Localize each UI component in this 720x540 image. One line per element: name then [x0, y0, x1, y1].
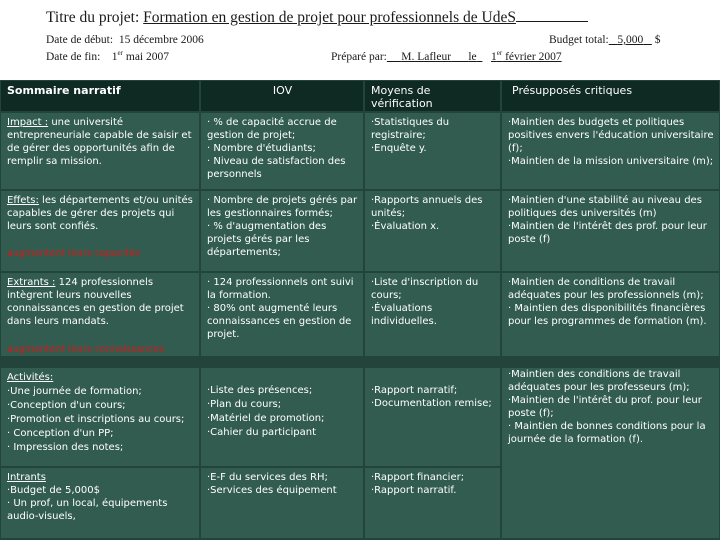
column-header-verification-line2: vérification — [371, 97, 433, 110]
inputs-label: Intrants — [7, 472, 46, 483]
outputs-iov-item: · 124 professionnels ont suivi la formation. — [207, 277, 354, 301]
impact-label: Impact : — [7, 117, 49, 128]
project-header — [0, 0, 720, 80]
end-date-sup: er — [117, 49, 123, 57]
total-budget — [549, 34, 660, 46]
activities-assumption-item: ·Maintien de l'intérêt du prof. pour leur poste (f); — [508, 395, 702, 419]
effects-assumptions — [502, 191, 719, 271]
budget-label: Budget total: — [549, 34, 609, 46]
activities-assumptions — [502, 368, 719, 538]
effects-iov-item: · % d'augmentation des projets gérés par les départements; — [207, 221, 327, 258]
outputs-assumption-item: ·Maintien de conditions de travail adéquates pour les professionnels (m); — [508, 277, 704, 301]
column-header-verification-means — [365, 81, 500, 111]
impact-assumptions — [502, 113, 719, 189]
outputs-verification — [365, 273, 500, 356]
project-title — [46, 9, 588, 27]
activities-iov-item: ·Matériel de promotion; — [207, 413, 325, 424]
impact-iov-item: · % de capacité accrue de gestion de projet; — [207, 117, 337, 141]
activities-verification-item: ·Rapport narratif; — [371, 385, 458, 396]
effects-annotation: augmentent leurs capacités — [7, 248, 140, 259]
end-date — [46, 49, 169, 63]
outputs-assumption-item: · Maintien des disponibilités financières pour les programmes de formation (m). — [508, 303, 707, 327]
outputs-annotation: augmentent leurs connaissances — [7, 344, 165, 355]
activities-item: ·Conception d'un cours; — [7, 400, 126, 411]
budget-unit: $ — [654, 34, 661, 46]
title-blank-line — [516, 9, 588, 22]
activities-assumption-item: · Maintien de bonnes conditions pour la journée de la formation (f). — [508, 421, 706, 445]
activities-iov-item: ·Liste des présences; — [207, 385, 313, 396]
outputs-assumptions — [502, 273, 719, 356]
column-header-iov: IOV — [201, 81, 363, 111]
outputs-verification-item: ·Évaluations individuelles. — [371, 303, 437, 327]
outputs-iov — [201, 273, 363, 356]
inputs-iov-item: ·Services des équipement — [207, 485, 337, 496]
impact-verification — [365, 113, 500, 189]
effects-iov-item: · Nombre de projets gérés par les gestionnaires formés; — [207, 195, 358, 219]
inputs-verification-item: ·Rapport narratif. — [371, 485, 457, 496]
activities-item: ·Une journée de formation; — [7, 386, 142, 397]
end-date-label: Date de fin: — [46, 50, 101, 63]
inputs-summary — [1, 468, 199, 538]
activities-verification-item: ·Documentation remise; — [371, 398, 492, 409]
effects-verification — [365, 191, 500, 271]
impact-verification-item: ·Statistiques du registraire; — [371, 117, 450, 141]
impact-verification-item: ·Enquête y. — [371, 143, 427, 154]
impact-iov-item: · Nombre d'étudiants; — [207, 143, 316, 154]
impact-iov-item: · Niveau de satisfaction des personnels — [207, 156, 346, 180]
activities-assumption-item: ·Maintien des conditions de travail adéquates pour les professeurs (m); — [508, 369, 690, 393]
prepared-date-sup: er — [496, 49, 503, 57]
end-date-rest: mai 2007 — [123, 50, 169, 63]
outputs-iov-item: · 80% ont augmenté leurs connaissances en gestion de projet. — [207, 303, 352, 340]
activities-summary — [1, 368, 199, 466]
column-header-verification-line1: Moyens de — [371, 84, 431, 97]
outputs-verification-item: ·Liste d'inscription du cours; — [371, 277, 479, 301]
logframe-table — [0, 80, 720, 540]
start-date-value: 15 décembre 2006 — [118, 34, 204, 46]
effects-verification-item: ·Évaluation x. — [371, 221, 440, 232]
inputs-item: · Un prof, un local, équipements audio-visuels, — [7, 498, 168, 522]
impact-text: une université entrepreneuriale capable de saisir et de gérer des opportunités afin de remplir sa mission. — [7, 117, 192, 167]
inputs-iov — [201, 468, 363, 538]
prepared-label: Préparé par: — [331, 50, 387, 63]
activities-item: ·Promotion et inscriptions au cours; — [7, 414, 185, 425]
activities-item: · Impression des notes; — [7, 442, 124, 453]
effects-assumption-item: ·Maintien de l'intérêt des prof. pour leur poste (f) — [508, 221, 707, 245]
start-date-label: Date de début: — [46, 34, 114, 46]
inputs-iov-item: ·E-F du services des RH; — [207, 472, 328, 483]
title-value: Formation en gestion de projet pour professionnels de UdeS — [143, 9, 516, 26]
prepared-date-day: 1 — [491, 50, 497, 63]
activities-verification — [365, 368, 500, 466]
outputs-label: Extrants : — [7, 277, 56, 288]
prepared-value: M. Lafleur — [401, 50, 452, 63]
impact-assumption-item: ·Maintien de la mission universitaire (m); — [508, 156, 714, 167]
impact-assumption-item: ·Maintien des budgets et politiques positives envers l'éducation universitaire (f); — [508, 117, 714, 154]
effects-summary — [1, 191, 199, 271]
effects-verification-item: ·Rapports annuels des unités; — [371, 195, 483, 219]
prepared-le: le — [468, 50, 477, 63]
budget-value: 5,000 — [617, 34, 644, 46]
effects-iov — [201, 191, 363, 271]
effects-assumption-item: ·Maintien d'une stabilité au niveau des politiques des universités (m) — [508, 195, 702, 219]
impact-summary — [1, 113, 199, 189]
activities-iov — [201, 368, 363, 466]
prepared-by — [331, 49, 562, 63]
column-header-critical-assumptions: Présupposés critiques — [502, 81, 719, 111]
activities-item: · Conception d'un PP; — [7, 428, 114, 439]
inputs-verification-item: ·Rapport financier; — [371, 472, 465, 483]
title-prefix: Titre du projet: — [46, 9, 144, 26]
end-date-day: 1 — [111, 50, 118, 63]
effects-text: les départements et/ou unités capables de gérer des projets qui leurs sont confiés. — [7, 195, 193, 232]
start-date — [46, 34, 204, 46]
effects-label: Effets: — [7, 195, 39, 206]
activities-label: Activités: — [7, 372, 54, 383]
outputs-summary — [1, 273, 199, 356]
activities-iov-item: ·Cahier du participant — [207, 427, 317, 438]
inputs-item: ·Budget de 5,000$ — [7, 485, 100, 496]
prepared-date-rest: février 2007 — [502, 50, 562, 63]
activities-iov-item: ·Plan du cours; — [207, 399, 282, 410]
impact-iov — [201, 113, 363, 189]
inputs-verification — [365, 468, 500, 538]
column-header-narrative-summary: Sommaire narratif — [1, 81, 199, 111]
outputs-text: 124 professionnels intègrent leurs nouvelles connaissances en gestion de projet dans leurs mandats. — [7, 277, 184, 327]
